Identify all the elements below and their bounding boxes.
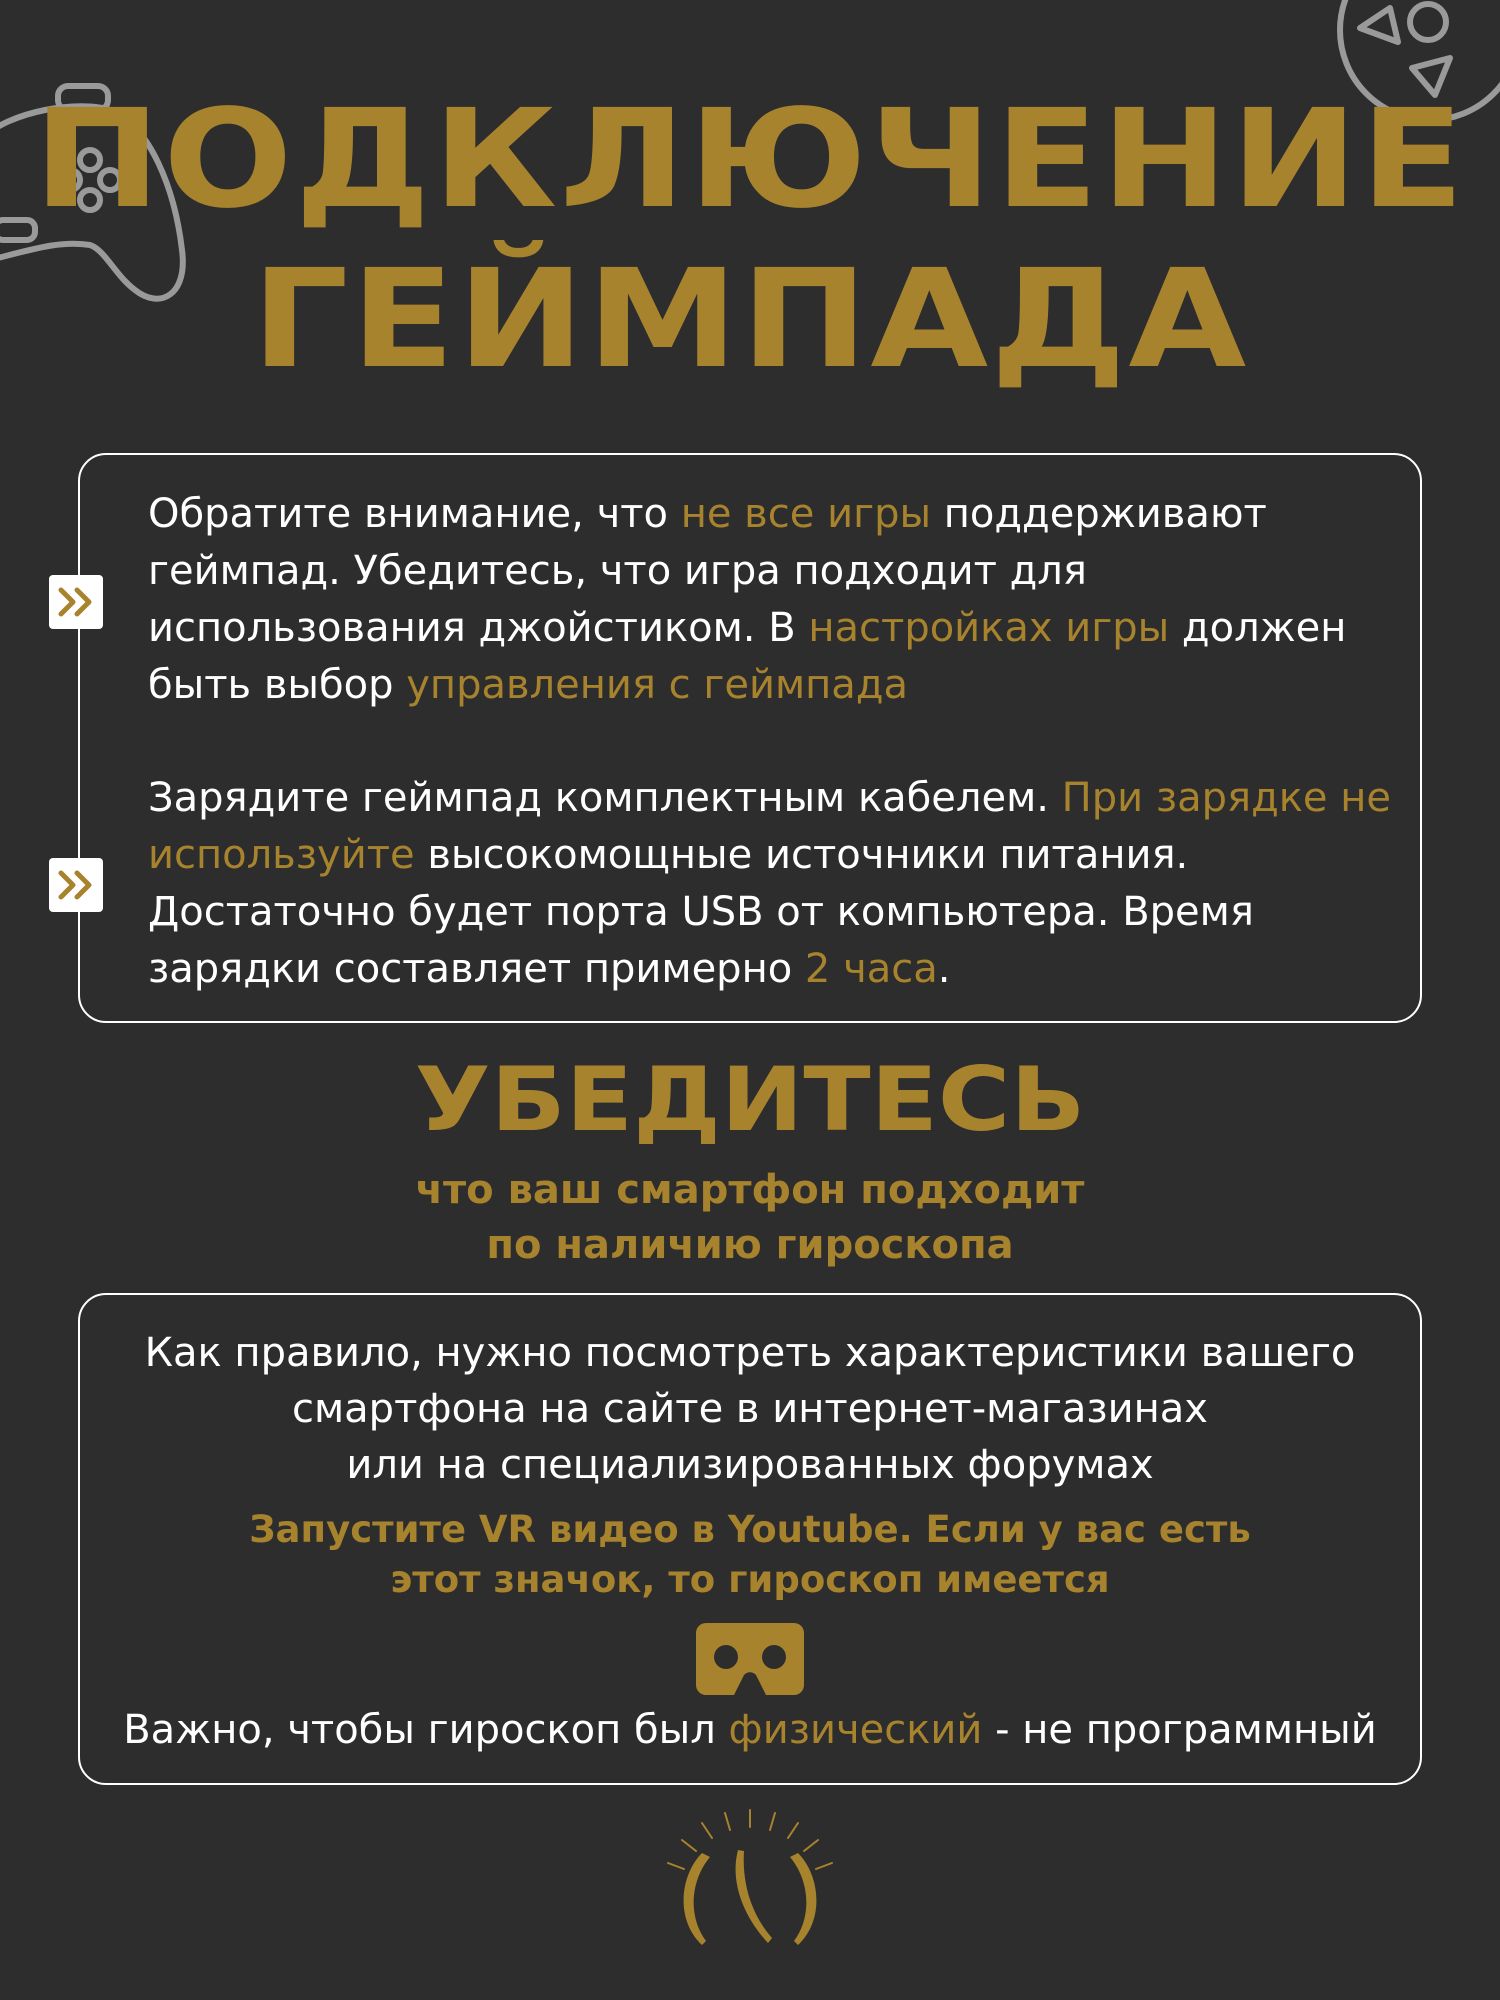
gyroscope-check-text: Как правило, нужно посмотреть характеристики вашего смартфона на сайте в интернет-магазинах или на специализированных форумах (144, 1330, 1356, 1488)
gamepad-compat-paragraph: Обратите внимание, что не все игры поддерживают геймпад. Убедитесь, что игра подходит для использования джойстиком. В настройках игры должен быть выбор управления с геймпада (148, 491, 1347, 708)
section-heading: УБЕДИТЕСЬ (414, 1048, 1086, 1151)
section-subheading: что ваш смартфон подходит по наличию гироскопа (415, 1167, 1085, 1268)
double-chevron-right-icon (49, 575, 103, 629)
page-title-line1: ПОДКЛЮЧЕНИЕ (33, 81, 1467, 239)
double-chevron-right-icon (49, 858, 103, 912)
page-title-line2: ГЕЙМПАДА (251, 241, 1249, 399)
youtube-vr-hint: Запустите VR видео в Youtube. Если у вас есть этот значок, то гироскоп имеется (249, 1508, 1251, 1601)
brand-logo-icon (630, 1805, 870, 1955)
vr-cardboard-icon (696, 1623, 804, 1695)
physical-gyroscope-note: Важно, чтобы гироскоп был физический - не программный (123, 1707, 1377, 1753)
gamepad-charging-paragraph: Зарядите геймпад комплектным кабелем. При зарядке не используйте высокомощные источники питания. Достаточно будет порта USB от компьютера. Время зарядки составляет примерно 2 часа. (148, 775, 1391, 992)
